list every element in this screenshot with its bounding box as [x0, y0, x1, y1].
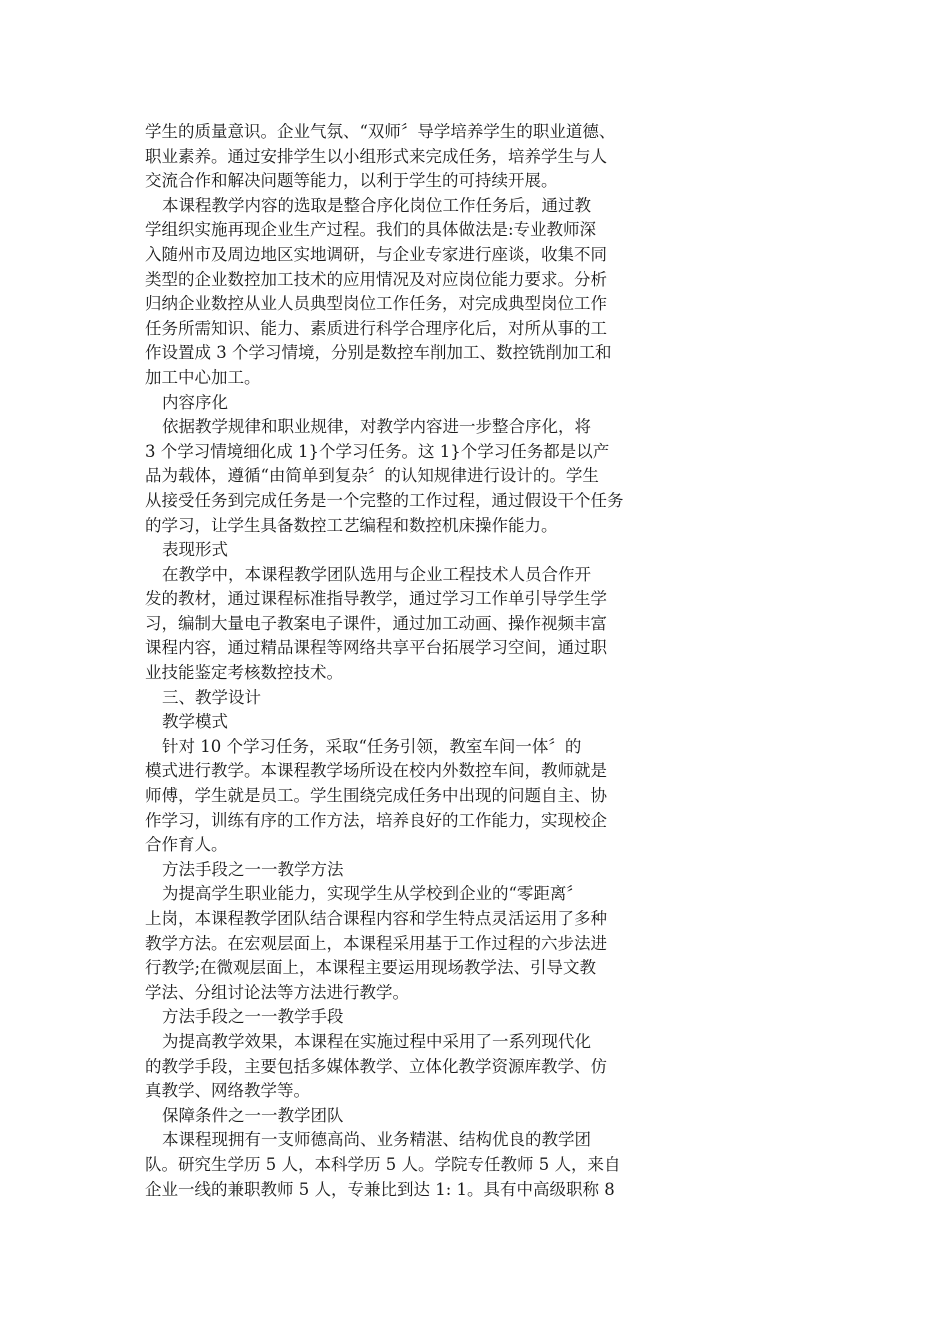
document-body [145, 120, 645, 1202]
text-line: 针对 10 个学习任务，采取“任务引领，教室车间一体〞的 [162, 736, 582, 756]
text-line: 习，编制大量电子教案电子课件，通过加工动画、操作视频丰富 [145, 613, 607, 633]
text-line: 本课程教学内容的选取是整合序化岗位工作任务后，通过教 [162, 195, 591, 215]
text-line: 在教学中，本课程教学团队选用与企业工程技术人员合作开 [162, 564, 591, 584]
text-line: 作设置成 3 个学习情境，分别是数控车削加工、数控铣削加工和 [145, 343, 612, 363]
text-line: 学生的质量意识。企业气氛、“双师〞导学培养学生的职业道德、 [145, 122, 616, 141]
text-line: 任务所需知识、能力、素质进行科学合理序化后，对所从事的工 [145, 318, 607, 338]
text-line: 加工中心加工。 [145, 367, 261, 387]
text-line: 队。研究生学历 5 人，本科学历 5 人。学院专任教师 5 人，来自 [145, 1154, 621, 1174]
text-line: 作学习，训练有序的工作方法，培养良好的工作能力，实现校企 [145, 810, 607, 830]
text-line: 发的教材，通过课程标准指导教学，通过学习工作单引导学生学 [145, 589, 607, 609]
text-line: 类型的企业数控加工技术的应用情况及对应岗位能力要求。分析 [145, 269, 607, 289]
text-line: 内容序化 [162, 392, 228, 412]
text-line: 上岗，本课程教学团队结合课程内容和学生特点灵活运用了多种 [145, 909, 607, 928]
text-line: 品为载体，遵循“由简单到复杂〞的认知规律进行设计的。学生 [145, 466, 599, 486]
text-line: 为提高教学效果，本课程在实施过程中采用了一系列现代化 [162, 1031, 591, 1051]
text-line: 依据教学规律和职业规律，对教学内容进一步整合序化，将 [162, 417, 591, 437]
text-line: 3 个学习情境细化成 1}个学习任务。这 1}个学习任务都是以产 [145, 441, 610, 461]
text-line: 业技能鉴定考核数控技术。 [145, 663, 343, 683]
text-line: 职业素养。通过安排学生以小组形式来完成任务，培养学生与人 [145, 146, 607, 166]
text-line: 交流合作和解决问题等能力，以利于学生的可持续开展。 [145, 171, 558, 191]
text-line: 学法、分组讨论法等方法进行教学。 [145, 982, 409, 1002]
text-line: 教学模式 [162, 712, 228, 732]
text-line: 入随州市及周边地区实地调研，与企业专家进行座谈，收集不同 [145, 244, 607, 264]
text-line: 从接受任务到完成任务是一个完整的工作过程，通过假设干个任务 [145, 490, 624, 510]
text-line: 表现形式 [162, 540, 228, 560]
text-line: 行教学;在微观层面上，本课程主要运用现场教学法、引导文教 [145, 958, 597, 978]
text-line: 保障条件之一一教学团队 [162, 1105, 344, 1125]
text-line: 课程内容，通过精品课程等网络共享平台拓展学习空间，通过职 [145, 638, 607, 658]
text-line: 三、教学设计 [162, 687, 261, 707]
text-line: 的学习，让学生具备数控工艺编程和数控机床操作能力。 [145, 515, 558, 535]
text-line: 教学方法。在宏观层面上，本课程采用基于工作过程的六步法进 [145, 933, 607, 953]
text-line: 方法手段之一一教学方法 [162, 859, 344, 879]
text-line: 方法手段之一一教学手段 [162, 1007, 344, 1027]
text-line: 为提高学生职业能力，实现学生从学校到企业的“零距离〞 [162, 884, 583, 904]
text-line: 企业一线的兼职教师 5 人，专兼比到达 1: 1。具有中高级职称 8 [145, 1179, 615, 1199]
text-line: 师傅，学生就是员工。学生围绕完成任务中出现的问题自主、协 [145, 786, 607, 806]
text-line: 模式进行教学。本课程教学场所设在校内外数控车间，教师就是 [145, 761, 607, 781]
text-line: 合作育人。 [145, 835, 228, 855]
text-line: 本课程现拥有一支师德高尚、业务精湛、结构优良的教学团 [162, 1130, 591, 1150]
text-line: 真教学、网络教学等。 [145, 1081, 310, 1101]
text-line: 的教学手段，主要包括多媒体教学、立体化教学资源库教学、仿 [145, 1056, 607, 1076]
text-line: 归纳企业数控从业人员典型岗位工作任务，对完成典型岗位工作 [145, 294, 607, 314]
text-line: 学组织实施再现企业生产过程。我们的具体做法是:专业教师深 [145, 220, 597, 240]
